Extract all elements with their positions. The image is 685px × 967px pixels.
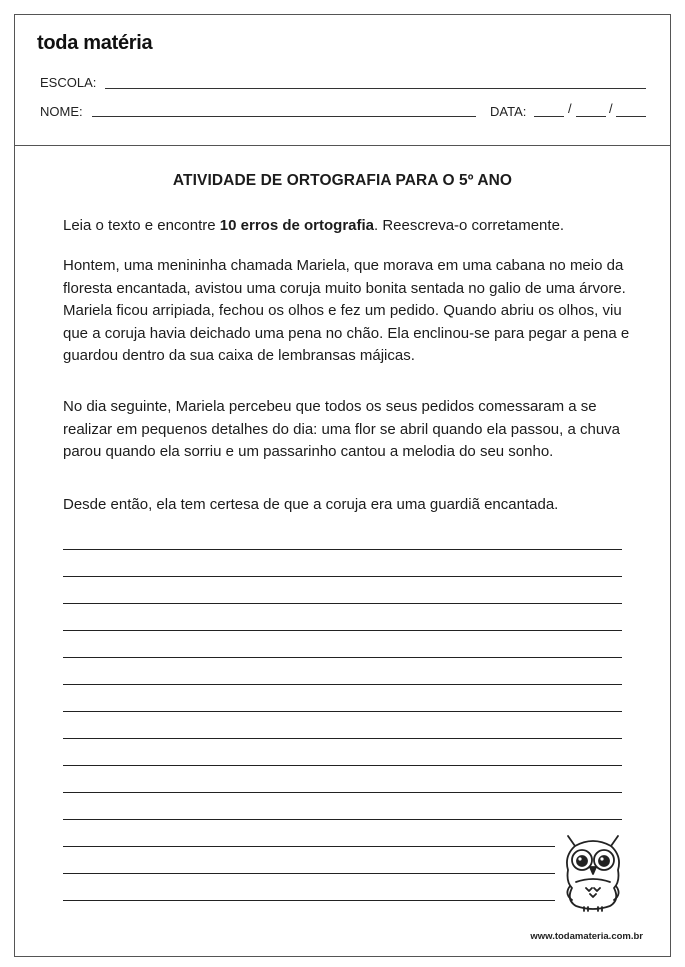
writing-line[interactable]: [63, 549, 622, 550]
instruction-text: Leia o texto e encontre: [63, 217, 220, 234]
name-label: NOME:: [40, 104, 83, 119]
date-day-line: [534, 116, 564, 117]
writing-line[interactable]: [63, 900, 555, 901]
instruction-highlight: 10 erros de ortografia: [219, 217, 374, 234]
school-line: [105, 88, 646, 89]
writing-line[interactable]: [63, 603, 622, 604]
instruction-text: . Reescreva-o corretamente.: [374, 217, 565, 234]
story-paragraph: No dia seguinte, Mariela percebeu que todos os seus pedidos comessaram a se realizar em pequenos detalhes do dia: uma flor se abril quando ela passou, a chuva parou quando ela sorriu e um passarinho cantou a melodia do seu sonho.: [63, 398, 621, 460]
writing-line[interactable]: [63, 846, 555, 847]
writing-line[interactable]: [63, 765, 622, 766]
date-separator: /: [568, 101, 572, 116]
worksheet-header: [15, 15, 670, 146]
writing-line[interactable]: [63, 792, 622, 793]
logo: toda matéria: [37, 32, 153, 54]
school-label: ESCOLA:: [40, 75, 97, 90]
instruction: [63, 217, 633, 234]
writing-line[interactable]: [63, 819, 622, 820]
date-separator: /: [609, 101, 613, 116]
date-label: DATA:: [490, 104, 527, 119]
worksheet: [14, 14, 671, 957]
writing-line[interactable]: [63, 657, 622, 658]
name-line: [92, 116, 476, 117]
writing-line[interactable]: [63, 738, 622, 739]
story-paragraph: Hontem, uma menininha chamada Mariela, que morava em uma cabana no meio da floresta encantada, avistou uma coruja muito bonita sentada no galio de uma árvore. Mariela ficou arripiada, fechou os olhos e fez um pedido. Quando abriu os olhos, viu que a coruja havia deichado uma pena no chão. Ela enclinou-se para pegar a pena e guardou dentro da sua caixa de lembransas májicas.: [63, 257, 630, 364]
story-paragraph: Desde então, ela tem certesa de que a coruja era uma guardiã encantada.: [63, 496, 559, 513]
writing-line[interactable]: [63, 873, 555, 874]
writing-line[interactable]: [63, 576, 622, 577]
date-month-line: [576, 116, 606, 117]
owl-icon: [560, 830, 626, 912]
footer-url: www.todamateria.com.br: [530, 931, 643, 942]
writing-line[interactable]: [63, 711, 622, 712]
writing-line[interactable]: [63, 684, 622, 685]
date-year-line: [616, 116, 646, 117]
writing-line[interactable]: [63, 630, 622, 631]
activity-title: ATIVIDADE DE ORTOGRAFIA PARA O 5º ANO: [172, 172, 513, 189]
